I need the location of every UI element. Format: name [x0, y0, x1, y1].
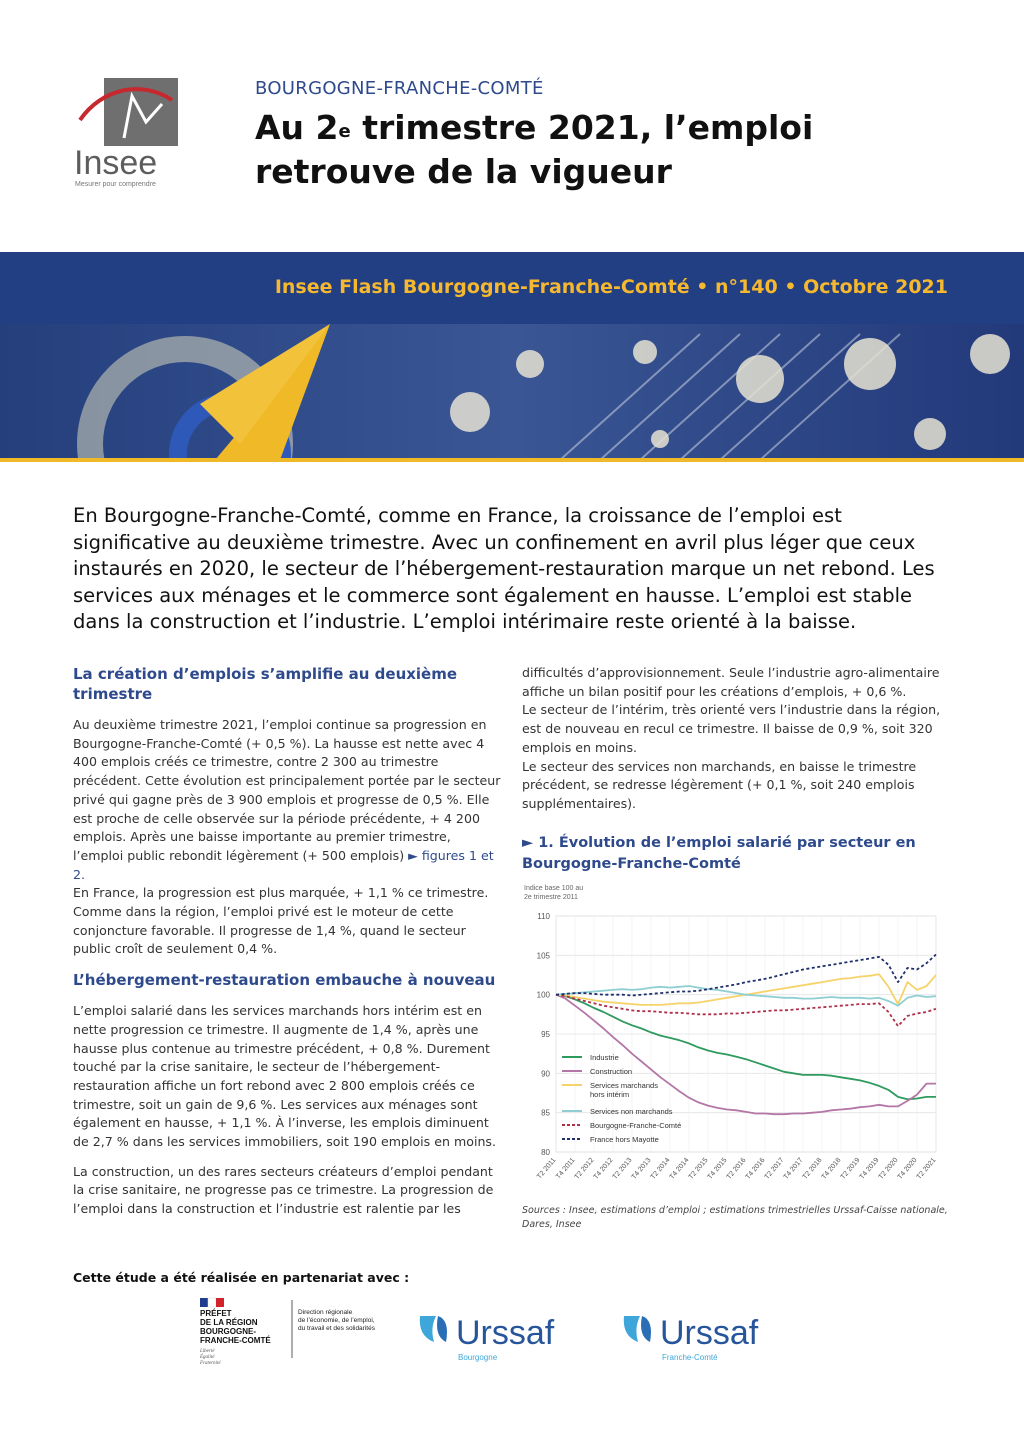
paragraph-4: La construction, un des rares secteurs créateurs d’emploi pendant la crise sanitaire, ne progresse pas ce trimestre. La progression de l’emploi dans la construction et l’industrie est ralentie par les: [73, 1163, 494, 1217]
legend-label: France hors Mayotte: [590, 1135, 659, 1144]
legend-label: Construction: [590, 1067, 633, 1076]
x-tick-label: T4 2017: [782, 1156, 805, 1181]
logo-text: Insee: [74, 144, 158, 182]
x-tick-label: T2 2014: [649, 1156, 672, 1181]
y-tick-label: 105: [536, 951, 550, 961]
left-column: [73, 664, 501, 1230]
insee-logo: [72, 78, 182, 193]
right-column: [522, 664, 950, 814]
urssaf1-region: Bourgogne: [458, 1353, 498, 1362]
paragraph-3: L’emploi salarié dans les services marchands hors intérim est en nette progression ce trimestre. Il augmente de 1,4 %, après une hausse plus contenue au trimestre précédent, + 0,8 %. Durement touché par la crise sanitaire, le secteur de l’hébergement-restauration affiche un fort rebond avec 2 800 emplois créés ce trimestre, soit un gain de 9,6 %. Les services aux ménages sont également en hausse, + 1,1 %. À l’inverse, les emplois diminuent de 2,7 % dans les services immobiliers, soit 190 emplois en moins.: [73, 1003, 496, 1150]
legend-label: Services non marchands: [590, 1107, 673, 1116]
x-tick-label: T4 2020: [896, 1156, 919, 1181]
banner-underline: [0, 458, 1024, 462]
paragraph-1: [73, 716, 501, 884]
figure-source: Sources : Insee, estimations d’emploi ; estimations trimestrielles Urssaf-Caisse nationale, Dares, Insee: [522, 1205, 948, 1230]
x-tick-label: T2 2016: [725, 1156, 748, 1181]
x-tick-label: T4 2019: [858, 1156, 881, 1181]
prefet-text-2: BOURGOGNE-: [200, 1327, 256, 1336]
logo-tagline: Mesurer pour comprendre: [75, 181, 156, 188]
x-tick-label: T4 2016: [744, 1156, 767, 1181]
employment-line-chart: [520, 880, 950, 1200]
y-tick-label: 100: [536, 990, 550, 1000]
prefet-motto-1: Égalité: [200, 1355, 215, 1360]
prefet-text-3: FRANCHE-COMTÉ: [200, 1336, 271, 1345]
x-tick-label: T2 2018: [801, 1156, 824, 1181]
x-tick-label: T4 2014: [668, 1156, 691, 1181]
partners-label: Cette étude a été réalisée en partenariat avec :: [73, 1270, 410, 1285]
legend-label-cont: hors intérim: [590, 1090, 630, 1099]
x-tick-label: T2 2021: [915, 1156, 938, 1181]
region-label: BOURGOGNE-FRANCHE-COMTÉ: [255, 78, 544, 99]
legend-label: Services marchands: [590, 1081, 658, 1090]
x-tick-label: T2 2012: [573, 1156, 596, 1181]
y-tick-label: 110: [537, 912, 550, 921]
figure-title: ► 1. Évolution de l’emploi salarié par secteur en Bourgogne-Franche-Comté: [522, 835, 916, 872]
figures-reference-link[interactable]: ► figures 1 et 2.: [73, 847, 494, 882]
x-tick-label: T4 2015: [706, 1156, 729, 1181]
title-superscript: e: [338, 121, 351, 142]
x-tick-label: T2 2015: [687, 1156, 710, 1181]
decorative-banner: [0, 324, 1024, 460]
title-part2: trimestre 2021, l’emploi: [350, 108, 814, 147]
x-tick-label: T2 2017: [763, 1156, 786, 1181]
x-tick-label: T4 2018: [820, 1156, 843, 1181]
x-tick-label: T4 2013: [630, 1156, 653, 1181]
section-heading-2: L’hébergement-restauration embauche à nouveau: [73, 971, 496, 990]
x-tick-label: T2 2011: [535, 1156, 558, 1181]
prefet-motto-0: Liberté: [200, 1349, 215, 1354]
urssaf1-name: Urssaf: [456, 1314, 555, 1352]
x-tick-label: T2 2013: [611, 1156, 634, 1181]
prefet-logo: [198, 1296, 398, 1368]
prefet-motto-2: Fraternité: [200, 1361, 221, 1366]
title-line2: retrouve de la vigueur: [255, 152, 672, 191]
y-tick-label: 95: [541, 1030, 550, 1039]
x-tick-label: T4 2012: [592, 1156, 615, 1181]
section-heading-1: La création d’emplois s’amplifie au deuxième trimestre: [73, 665, 458, 703]
page-title: [255, 106, 875, 194]
legend-label: Bourgogne-Franche-Comté: [590, 1121, 682, 1130]
intro-paragraph: En Bourgogne-Franche-Comté, comme en France, la croissance de l’emploi est significative au deuxième trimestre. Avec un confinement en avril plus léger que ceux instaurés en 2020, le secteur de l’hébergement-restauration marque un net rebond. Les services aux ménages et le commerce sont également en hausse. L’emploi est stable dans la construction et l’industrie. L’emploi intérimaire reste orienté à la baisse.: [73, 504, 935, 633]
dreets-text-2: du travail et des solidarités: [298, 1325, 375, 1332]
y-axis-label-line2: 2e trimestre 2011: [524, 894, 578, 901]
paragraph-7: Le secteur des services non marchands, en baisse le trimestre précédent, se redresse légèrement (+ 0,1 %, soit 240 emplois supplémentaires).: [522, 758, 917, 811]
dreets-text-1: de l’économie, de l’emploi,: [298, 1317, 375, 1324]
y-axis-label-line1: Indice base 100 au: [524, 885, 584, 892]
legend-label: Industrie: [590, 1053, 619, 1062]
paragraph-2: En France, la progression est plus marquée, + 1,1 % ce trimestre. Comme dans la région, l’emploi privé est le moteur de cette conjoncture favorable. Il progresse de 1,4 %, quand le secteur public croît de seulement 0,4 %.: [73, 885, 489, 957]
paragraph-6: Le secteur de l’intérim, très orienté vers l’industrie dans la région, est de nouveau en recul ce trimestre. Il baisse de 0,9 %, soit 320 emplois en moins.: [522, 702, 941, 755]
title-part1: Au 2: [255, 108, 339, 147]
urssaf2-name: Urssaf: [660, 1314, 759, 1352]
paragraph-1-text: Au deuxième trimestre 2021, l’emploi continue sa progression en Bourgogne-Franche-Comté (+ 0,5 %). La hausse est nette avec 4 400 emplois créés ce trimestre, contre 2 300 au trimestre précédent. Cette évolution est principalement portée par le secteur privé qui gagne près de 3 900 emplois et progresse de 0,5 %. Elle est proche de celle observée sur la période précédente, + 4 200 emplois. Après une baisse importante au premier trimestre, l’emploi public rebondit légèrement (+ 500 emplois): [73, 717, 501, 863]
prefet-text-1: DE LA RÉGION: [200, 1318, 258, 1327]
urssaf-franche-comte-logo: [620, 1310, 800, 1366]
publication-info: Insee Flash Bourgogne-Franche-Comté • n°140 • Octobre 2021: [274, 276, 948, 298]
y-tick-label: 80: [541, 1148, 550, 1157]
dreets-text-0: Direction régionale: [298, 1309, 353, 1316]
prefet-text-0: PRÉFET: [200, 1309, 232, 1318]
y-tick-label: 90: [541, 1069, 550, 1079]
y-tick-label: 85: [541, 1108, 550, 1118]
paragraph-5: difficultés d’approvisionnement. Seule l’industrie agro-alimentaire affiche un bilan positif pour les créations d’emplois, + 0,6 %.: [522, 665, 940, 699]
x-tick-label: T2 2020: [877, 1156, 900, 1181]
x-tick-label: T2 2019: [839, 1156, 862, 1181]
x-tick-label: T4 2011: [554, 1156, 577, 1181]
urssaf-bourgogne-logo: [416, 1310, 596, 1366]
urssaf2-region: Franche-Comté: [662, 1353, 718, 1362]
